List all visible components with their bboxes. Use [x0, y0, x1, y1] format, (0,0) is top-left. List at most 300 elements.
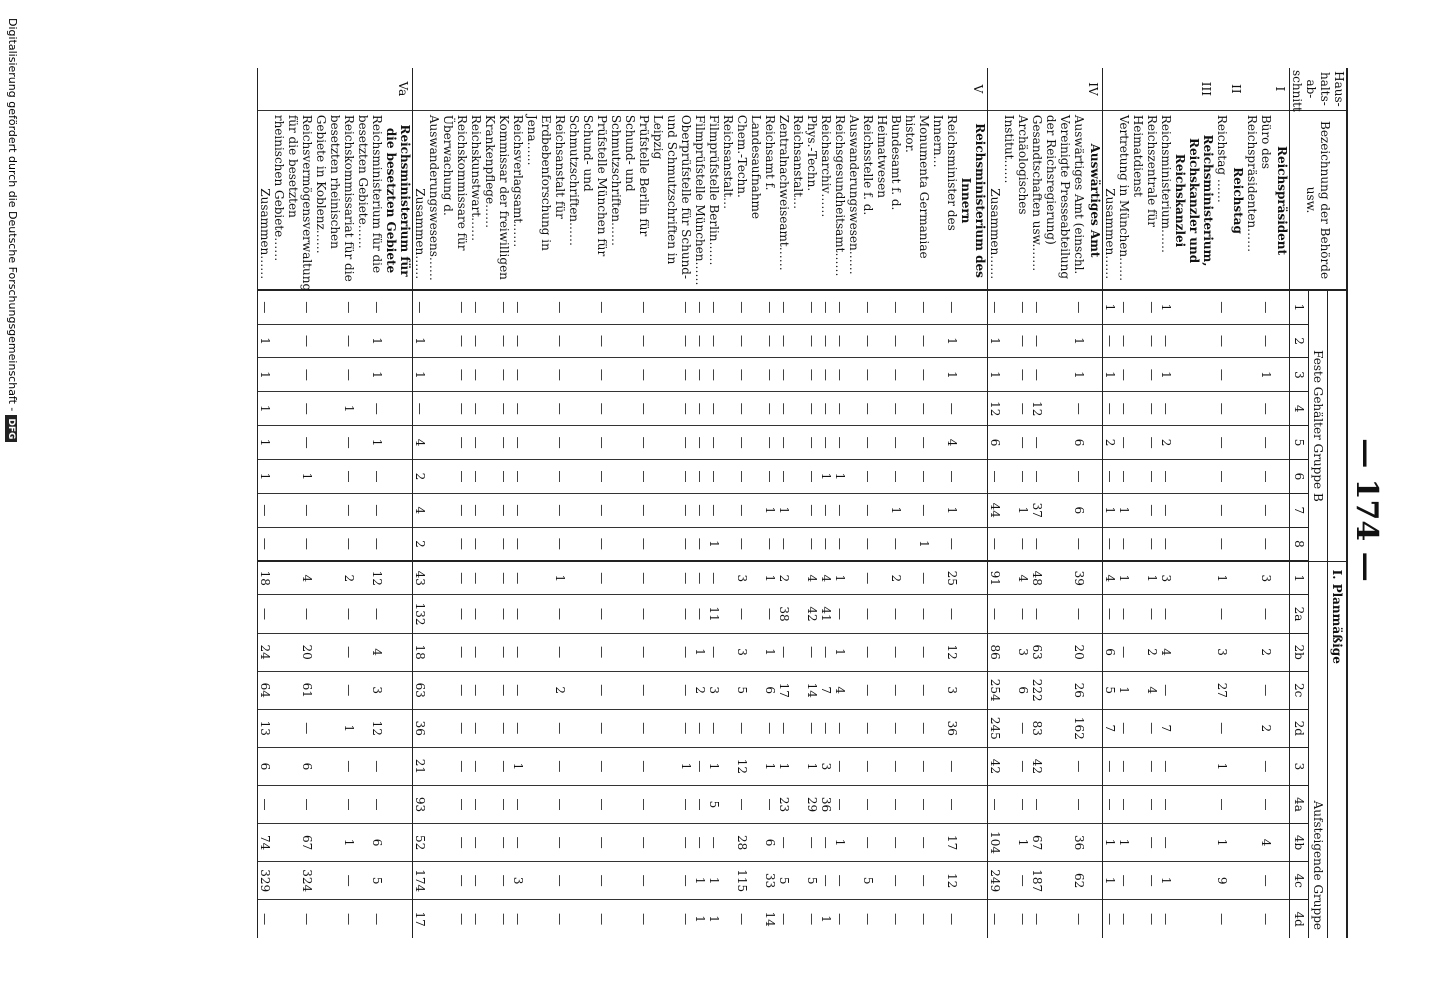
value-cell: — — [721, 426, 749, 460]
value-cell: — — [1245, 785, 1273, 823]
value-cell: — — [427, 900, 469, 938]
value-cell: 1 — [1159, 290, 1173, 324]
value-cell — [959, 824, 988, 862]
value-cell: — — [567, 426, 609, 460]
section-number — [931, 68, 959, 110]
value-cell: — — [707, 290, 721, 324]
section-title: Reichsministerium, Reichskanzler und Reichskanzlei — [1173, 110, 1215, 290]
value-cell: — — [469, 392, 483, 426]
section-number — [469, 68, 483, 110]
value-cell — [1229, 785, 1245, 823]
value-cell: — — [1002, 358, 1030, 392]
value-cell: — — [272, 527, 314, 561]
value-cell: — — [567, 561, 609, 595]
column-number-header: 2d — [1290, 709, 1309, 747]
value-cell: 1 — [833, 460, 847, 494]
value-cell: 44 — [988, 493, 1003, 527]
value-cell: 4 — [413, 426, 428, 460]
value-cell: — — [1131, 493, 1159, 527]
value-cell: — — [525, 862, 567, 900]
budget-table — [257, 68, 1348, 938]
value-cell — [959, 392, 988, 426]
value-cell: — — [609, 671, 651, 709]
value-cell: 18 — [413, 633, 428, 671]
value-cell: 4 — [931, 426, 959, 460]
value-cell — [1086, 561, 1103, 595]
value-cell: — — [707, 824, 721, 862]
value-cell: 91 — [988, 561, 1003, 595]
value-cell: 61 — [272, 671, 314, 709]
section-number — [791, 68, 819, 110]
value-cell: — — [413, 290, 428, 324]
value-cell: — — [469, 358, 483, 392]
value-cell: — — [903, 862, 931, 900]
value-cell: — — [651, 671, 693, 709]
value-cell: — — [791, 824, 819, 862]
value-cell — [384, 671, 413, 709]
value-cell: — — [1002, 324, 1030, 358]
value-cell: — — [847, 824, 875, 862]
section-number — [1030, 68, 1044, 110]
value-cell: — — [847, 290, 875, 324]
table-row — [1117, 68, 1131, 938]
value-cell: — — [1131, 747, 1159, 785]
value-cell — [1273, 561, 1290, 595]
value-cell: 39 — [1044, 561, 1086, 595]
value-cell: — — [693, 785, 707, 823]
value-cell: — — [931, 460, 959, 494]
value-cell: — — [483, 460, 511, 494]
value-cell: — — [1117, 527, 1131, 561]
value-cell: — — [1030, 460, 1044, 494]
table-row — [707, 68, 721, 938]
value-cell: — — [749, 460, 777, 494]
value-cell: — — [356, 900, 384, 938]
value-cell: 42 — [988, 747, 1003, 785]
value-cell: 20 — [1044, 633, 1086, 671]
value-cell: — — [931, 527, 959, 561]
value-cell: — — [469, 633, 483, 671]
value-cell: — — [819, 527, 833, 561]
value-cell: — — [875, 671, 903, 709]
value-cell: — — [791, 324, 819, 358]
value-cell: — — [651, 785, 693, 823]
value-cell: — — [1103, 785, 1118, 823]
value-cell: — — [483, 324, 511, 358]
value-cell — [1173, 392, 1215, 426]
value-cell: 1 — [1245, 358, 1273, 392]
value-cell — [1173, 633, 1215, 671]
value-cell — [384, 633, 413, 671]
value-cell: 17 — [413, 900, 428, 938]
value-cell: — — [272, 392, 314, 426]
value-cell: — — [1103, 324, 1118, 358]
value-cell: — — [567, 493, 609, 527]
value-cell: — — [567, 671, 609, 709]
value-cell — [1273, 460, 1290, 494]
section-number: IV — [1086, 82, 1100, 96]
value-cell: — — [847, 561, 875, 595]
value-cell — [1229, 709, 1245, 747]
value-cell: — — [1117, 900, 1131, 938]
value-cell: 3 — [1245, 561, 1273, 595]
value-cell — [1173, 460, 1215, 494]
value-cell: 62 — [1044, 862, 1086, 900]
row-label: Phys.-Techn. Reichsanstalt… — [791, 110, 819, 290]
value-cell: — — [1044, 900, 1086, 938]
row-label: Zusammen…… — [988, 110, 1003, 290]
table-row — [609, 68, 651, 938]
column-number-header: 7 — [1290, 493, 1309, 527]
value-cell: — — [1030, 358, 1044, 392]
table-row — [567, 68, 609, 938]
value-cell: 1 — [903, 527, 931, 561]
value-cell: 1 — [693, 633, 707, 671]
row-label: Vertretung in München…… — [1117, 110, 1131, 290]
section-heading-row — [384, 68, 413, 938]
value-cell — [1229, 324, 1245, 358]
value-cell: — — [721, 290, 749, 324]
table-row — [651, 68, 693, 938]
value-cell: — — [777, 426, 791, 460]
value-cell: — — [693, 426, 707, 460]
value-cell: 3 — [511, 862, 525, 900]
value-cell: — — [609, 527, 651, 561]
value-cell: — — [511, 633, 525, 671]
value-cell: — — [875, 824, 903, 862]
value-cell: — — [1215, 392, 1229, 426]
value-cell — [384, 426, 413, 460]
value-cell: — — [833, 747, 847, 785]
value-cell: — — [511, 460, 525, 494]
value-cell: — — [693, 324, 707, 358]
value-cell: — — [847, 900, 875, 938]
value-cell: 2 — [1245, 709, 1273, 747]
value-cell: — — [1215, 900, 1229, 938]
value-cell: — — [272, 595, 314, 633]
value-cell: — — [427, 709, 469, 747]
row-label: Reichskommissare für Überwachung d. Auswanderungswesens…… — [427, 110, 469, 290]
value-cell — [384, 595, 413, 633]
value-cell — [959, 527, 988, 561]
value-cell: — — [721, 527, 749, 561]
value-cell: — — [1245, 862, 1273, 900]
value-cell: — — [1044, 747, 1086, 785]
column-number-header: 2b — [1290, 633, 1309, 671]
value-cell: — — [525, 290, 567, 324]
value-cell: 36 — [1044, 824, 1086, 862]
value-cell: — — [833, 290, 847, 324]
column-number-header: 3 — [1290, 358, 1309, 392]
section-number — [988, 68, 1003, 110]
value-cell: 1 — [1002, 824, 1030, 862]
value-cell: — — [427, 561, 469, 595]
value-cell — [1086, 633, 1103, 671]
value-cell: — — [791, 900, 819, 938]
value-cell — [1229, 460, 1245, 494]
value-cell: 93 — [413, 785, 428, 823]
value-cell: — — [693, 460, 707, 494]
value-cell: — — [749, 358, 777, 392]
value-cell: — — [1117, 460, 1131, 494]
value-cell: — — [903, 493, 931, 527]
value-cell: 1 — [1215, 747, 1229, 785]
value-cell: 6 — [1103, 633, 1118, 671]
value-cell: — — [1131, 290, 1159, 324]
value-cell: 4 — [1103, 561, 1118, 595]
value-cell: — — [1131, 426, 1159, 460]
value-cell: — — [609, 900, 651, 938]
value-cell: — — [427, 633, 469, 671]
row-label: Reichsministerium…… — [1159, 110, 1173, 290]
row-label: Reichskommissariat für die besetzten rheinischen Gebiete in Koblenz…… — [314, 110, 356, 290]
section-number — [1245, 68, 1273, 110]
value-cell — [1173, 747, 1215, 785]
value-cell: 1 — [651, 747, 693, 785]
value-cell: — — [483, 785, 511, 823]
value-cell: — — [1117, 290, 1131, 324]
value-cell: — — [903, 358, 931, 392]
value-cell: — — [1159, 595, 1173, 633]
value-cell: — — [819, 633, 833, 671]
value-cell: — — [1131, 392, 1159, 426]
value-cell: — — [875, 290, 903, 324]
value-cell: — — [931, 290, 959, 324]
value-cell: — — [483, 862, 511, 900]
value-cell: 1 — [707, 747, 721, 785]
value-cell: 3 — [931, 671, 959, 709]
value-cell: — — [903, 595, 931, 633]
value-cell: 7 — [1103, 709, 1118, 747]
value-cell: — — [833, 709, 847, 747]
value-cell: — — [707, 633, 721, 671]
value-cell — [1273, 324, 1290, 358]
value-cell: — — [707, 358, 721, 392]
value-cell: 4 — [819, 561, 833, 595]
value-cell: — — [819, 290, 833, 324]
section-number — [1103, 68, 1118, 110]
value-cell: 36 — [819, 785, 833, 823]
value-cell: 1 — [819, 900, 833, 938]
value-cell: — — [1117, 633, 1131, 671]
value-cell: — — [427, 527, 469, 561]
page-number: — 174 — — [1349, 438, 1384, 582]
value-cell: — — [427, 862, 469, 900]
value-cell: 1 — [1103, 290, 1118, 324]
value-cell: — — [651, 561, 693, 595]
value-cell: 3 — [721, 561, 749, 595]
column-number-header: 4 — [1290, 392, 1309, 426]
value-cell: — — [1159, 493, 1173, 527]
value-cell: 3 — [721, 633, 749, 671]
value-cell: — — [693, 595, 707, 633]
value-cell: — — [609, 290, 651, 324]
value-cell: — — [651, 460, 693, 494]
section-number — [693, 68, 707, 110]
value-cell: 1 — [777, 493, 791, 527]
value-cell: — — [427, 493, 469, 527]
value-cell: — — [427, 824, 469, 862]
row-label: Reichsgesundheitsamt…… — [833, 110, 847, 290]
section-number — [272, 68, 314, 110]
value-cell: 63 — [1030, 633, 1044, 671]
value-cell: — — [356, 290, 384, 324]
value-cell: — — [777, 527, 791, 561]
value-cell: 1 — [819, 460, 833, 494]
value-cell: 2 — [413, 527, 428, 561]
value-cell: — — [847, 358, 875, 392]
value-cell: — — [609, 709, 651, 747]
value-cell: 83 — [1030, 709, 1044, 747]
value-cell: 3 — [819, 747, 833, 785]
section-number — [721, 68, 749, 110]
value-cell: — — [469, 671, 483, 709]
value-cell: — — [833, 324, 847, 358]
value-cell: — — [875, 460, 903, 494]
value-cell: — — [1131, 595, 1159, 633]
value-cell: — — [314, 862, 356, 900]
value-cell: — — [567, 290, 609, 324]
value-cell — [384, 392, 413, 426]
digitization-credit — [5, 18, 19, 998]
value-cell — [959, 633, 988, 671]
value-cell: — — [272, 709, 314, 747]
value-cell: 1 — [511, 747, 525, 785]
value-cell — [1229, 671, 1245, 709]
value-cell: — — [693, 493, 707, 527]
value-cell: — — [483, 493, 511, 527]
value-cell — [959, 493, 988, 527]
value-cell: — — [356, 460, 384, 494]
value-cell — [384, 824, 413, 862]
value-cell: — — [272, 900, 314, 938]
value-cell: 245 — [988, 709, 1003, 747]
value-cell: — — [721, 493, 749, 527]
value-cell: — — [1030, 426, 1044, 460]
section-title: Reichspräsident — [1273, 110, 1290, 290]
value-cell: — — [1030, 324, 1044, 358]
value-cell: 1 — [1103, 862, 1118, 900]
value-cell: — — [651, 392, 693, 426]
value-cell: — — [707, 392, 721, 426]
header-haushaltsabschnitt: Haus-halts-ab-schnitt — [1290, 70, 1346, 112]
value-cell: — — [749, 426, 777, 460]
section-number — [903, 68, 931, 110]
row-label: Prüfstelle München für Schund- und Schmutzschriften…… — [567, 110, 609, 290]
value-cell — [384, 290, 413, 324]
value-cell: — — [567, 709, 609, 747]
value-cell: — — [525, 324, 567, 358]
value-cell: — — [819, 392, 833, 426]
value-cell: 23 — [777, 785, 791, 823]
table-row — [314, 68, 356, 938]
value-cell: — — [609, 747, 651, 785]
value-cell: — — [749, 709, 777, 747]
header-aufsteigende: Aufsteigende Gruppe — [1308, 561, 1327, 938]
section-number — [875, 68, 903, 110]
row-label: Reichsamt f. Landesaufnahme — [749, 110, 777, 290]
row-label: Zentralnachweiseamt…… — [777, 110, 791, 290]
value-cell — [959, 671, 988, 709]
value-cell: — — [1215, 785, 1229, 823]
value-cell: 7 — [819, 671, 833, 709]
value-cell: 20 — [272, 633, 314, 671]
value-cell: — — [791, 426, 819, 460]
value-cell: 5 — [356, 862, 384, 900]
value-cell — [1173, 561, 1215, 595]
value-cell: — — [1245, 426, 1273, 460]
value-cell: — — [1002, 392, 1030, 426]
table-row — [749, 68, 777, 938]
value-cell: — — [1002, 460, 1030, 494]
row-label: Reichsstelle f. d. Auswanderungswesen…… — [847, 110, 875, 290]
value-cell: — — [314, 671, 356, 709]
value-cell: — — [847, 493, 875, 527]
value-cell: — — [469, 862, 483, 900]
column-number-header: 2 — [1290, 324, 1309, 358]
value-cell: — — [847, 785, 875, 823]
value-cell: 6 — [1044, 493, 1086, 527]
value-cell: — — [1002, 862, 1030, 900]
section-number — [777, 68, 791, 110]
value-cell: — — [1117, 785, 1131, 823]
section-heading-row — [959, 68, 988, 938]
value-cell: — — [791, 290, 819, 324]
value-cell: — — [833, 862, 847, 900]
value-cell: 17 — [931, 824, 959, 862]
value-cell — [384, 747, 413, 785]
value-cell: — — [1245, 324, 1273, 358]
value-cell: 2 — [1245, 633, 1273, 671]
value-cell — [1229, 900, 1245, 938]
table-row — [1159, 68, 1173, 938]
value-cell: — — [1215, 324, 1229, 358]
value-cell: 24 — [258, 633, 273, 671]
value-cell — [1229, 633, 1245, 671]
value-cell — [1229, 747, 1245, 785]
value-cell: — — [903, 671, 931, 709]
value-cell: — — [777, 358, 791, 392]
row-label: Reichszentrale für Heimatdienst — [1131, 110, 1159, 290]
value-cell: — — [903, 561, 931, 595]
value-cell: — — [819, 862, 833, 900]
value-cell: 1 — [1044, 358, 1086, 392]
section-number — [847, 68, 875, 110]
value-cell: — — [525, 785, 567, 823]
value-cell — [384, 862, 413, 900]
value-cell — [1229, 392, 1245, 426]
value-cell: — — [847, 671, 875, 709]
value-cell: — — [567, 392, 609, 426]
value-cell: — — [651, 824, 693, 862]
value-cell: — — [1131, 709, 1159, 747]
value-cell: 1 — [1103, 824, 1118, 862]
row-label: Prüfstelle Berlin für Schund- und Schmutzschriften…… — [609, 110, 651, 290]
value-cell: — — [819, 493, 833, 527]
value-cell — [1273, 358, 1290, 392]
value-cell: 86 — [988, 633, 1003, 671]
value-cell: — — [693, 709, 707, 747]
value-cell — [1229, 595, 1245, 633]
value-cell: — — [875, 785, 903, 823]
row-label: Zusammen…… — [258, 110, 273, 290]
value-cell — [1086, 785, 1103, 823]
value-cell: — — [356, 747, 384, 785]
value-cell: — — [483, 392, 511, 426]
value-cell: 1 — [1117, 493, 1131, 527]
value-cell: — — [609, 561, 651, 595]
row-label: Reichsvermögensverwaltung für die besetzten rheinischen Gebiete…… — [272, 110, 314, 290]
